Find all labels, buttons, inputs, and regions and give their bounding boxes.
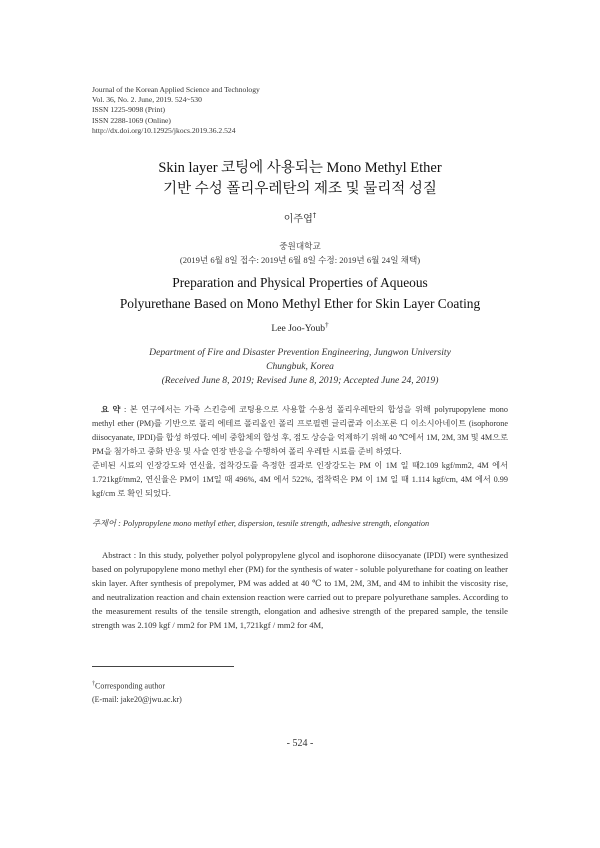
footnote-label: Corresponding author (95, 681, 165, 691)
footnote-divider (92, 666, 234, 667)
corresponding-mark: † (312, 211, 317, 220)
affiliation-english-dept: Department of Fire and Disaster Prevention Engineering, Jungwon University (149, 347, 451, 358)
abstract-english (92, 548, 508, 632)
author-korean (0, 210, 600, 225)
abstract-korean (92, 403, 508, 501)
affiliation-english (0, 346, 600, 388)
title-english-line2: Polyurethane Based on Mono Methyl Ether for Skin Layer Coating (119, 296, 481, 311)
affiliation-english-location: Chungbuk, Korea (266, 361, 334, 372)
issn-online: ISSN 2288-1069 (Online) (92, 115, 171, 125)
author-english (0, 321, 600, 334)
footnote (92, 678, 182, 706)
affiliation-korean-school: 중원대학교 (279, 241, 321, 251)
journal-name: Journal of the Korean Applied Science and Technology (92, 85, 260, 94)
title-english-line1: Preparation and Physical Properties of Aqueous (172, 275, 428, 290)
abstract-korean-para2: 준비된 시료의 인장강도와 연신율, 접착강도를 측정한 결과로 인장강도는 PM 이 1M 일 때2.109 kgf/mm2, 4M 에서 1.721kgf/mm2, 연신율은 PM이 1M일 때 496%, 4M 에서 522%, 접착력은 PM 이 1M 일 때 1.114 kgf/cm, 4M 에서 0.99 kgf/cm 로 확인 되었다. (92, 461, 508, 498)
journal-info (92, 85, 260, 136)
title-korean (0, 158, 600, 200)
journal-volume: Vol. 36, No. 2. June, 2019. 524~530 (92, 95, 202, 105)
footnote-mark: † (92, 681, 95, 687)
abstract-korean-label: 요 약 (101, 405, 121, 414)
title-korean-line2: 기반 수성 폴리우레탄의 제조 및 물리적 성질 (163, 181, 437, 197)
footnote-corresponding (92, 678, 182, 693)
issn-print: ISSN 1225-9098 (Print) (92, 105, 165, 115)
abstract-korean-para1 (92, 403, 508, 459)
doi-link[interactable]: http://dx.doi.org/10.12925/jkocs.2019.36.2.524 (92, 125, 236, 135)
affiliation-korean (0, 239, 600, 267)
author-korean-name: 이주엽 (283, 214, 313, 225)
title-english (0, 272, 600, 314)
abstract-english-label: Abstract (102, 550, 132, 560)
affiliation-korean-dates: (2019년 6월 8일 접수: 2019년 6월 8일 수정: 2019년 6월 24일 채택) (179, 255, 421, 265)
affiliation-english-dates: (Received June 8, 2019; Revised June 8, 2019; Accepted June 24, 2019) (161, 375, 439, 386)
abstract-korean-text1: : 본 연구에서는 가죽 스킨층에 코팅용으로 사용할 수용성 폴리우레탄의 합성을 위해 polyrupopylene mono methyl ether (PM)를 기반으로 폴리 에테르 폴리올인 폴리 프로필렌 글리콜과 이소포론 디 이소시아네이트 (isophorone diisocyanate, IPDI)를 합성 하였다. 예비 중합체의 합성 후, 점도 상승을 억제하기 위해 40 ℃에서 1M, 2M, 3M 및 4M으로 PM을 첨가하고 중화 반응 및 사슬 연장 반응을 수행하여 폴리 우레탄 시료를 준비 하였다. (92, 405, 508, 456)
title-korean-line1: Skin layer 코팅에 사용되는 Mono Methyl Ether (158, 160, 442, 176)
keywords: 주제어 : Polypropylene mono methyl ether, dispersion, tesnile strength, adhesive strength, elongation (92, 519, 430, 528)
corresponding-mark: † (325, 321, 329, 329)
footnote-email: (E-mail: jake20@jwu.ac.kr) (92, 694, 182, 704)
abstract-english-text: : In this study, polyether polyol polypropylene glycol and isophorone diisocyanate (IPDI) were synthesized based on polyrupopylene mono methyl eher (PM) for the synthesis of water - soluble polyurethane for coating on leather skin layer. After synthesis of prepolymer, PM was added at 40 ℃ to 1M, 2M, 3M, and 4M to inhibit the viscosity rise, and neutralization reaction and chain extension reaction were carried out to prepare polyurethane samples. According to the measurement results of the tensile strength, elongation and adhesive strength of the prepared sample, the tensile strength was 2.109 kgf / mm2 for PM 1M, 1,721kgf / mm2 for 4M, (92, 550, 508, 630)
author-english-name: Lee Joo-Youb (271, 323, 326, 335)
page-number: - 524 - (286, 738, 314, 749)
